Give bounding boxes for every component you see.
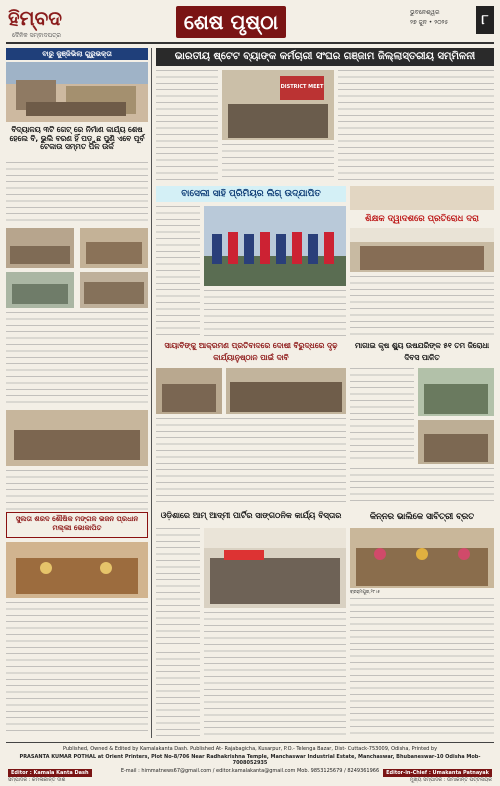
masthead (6, 4, 494, 44)
left-body-text-4 (6, 602, 148, 736)
story5-photo (204, 528, 346, 608)
story6-body (350, 598, 494, 738)
meeting-banner-text: DISTRICT MEET (280, 84, 324, 90)
top-story-headline: ଭାରତୀୟ ଷ୍ଟେଟ ବ୍ୟାଙ୍କ କର୍ମଚାରୀ ସଂଘର ଗଞ୍ଜାମ ଜିଲ୍ଲାସ୍ତରୀୟ ସମ୍ମିଳନୀ (156, 48, 494, 66)
left-headline: ବିଦ୍ୟାଳୟ ୩ଟି ଗେଟ୍ ରେ ନିର୍ମାଣ କାର୍ଯ୍ୟ ଶେଷ ହେଲେ ବି, ଭୁଲି ବରଣ ହିଁ ପଡ଼ୁଛ ପୁଣି ଏବେ ପୂର୍ବ ଟେକାଉ ସମ୍ମତ ପିଳ ଉର୍କ (9, 126, 145, 151)
left-photo-4 (6, 272, 74, 308)
story5-body-2 (204, 612, 346, 738)
right-top-photo (350, 186, 494, 210)
story3-body (156, 418, 346, 504)
story3-photo-1 (156, 368, 222, 414)
left-photo-7 (6, 542, 148, 598)
left-lower-headline: ସୁଲତା ଶରଦ ଶୌଷିକ ମଙ୍ଗଳ ଭଜନ ପ୍ରଧାନ ମଲ୍ଲୀ ଭୋକାପିତ (6, 512, 148, 538)
left-photo-6 (6, 410, 148, 466)
editor-in-chief-name: Editor-in-Chief : Umakanta Patnayak (383, 769, 492, 777)
story3-photo-2 (226, 368, 346, 414)
left-photo-3 (80, 228, 148, 268)
left-body-text (6, 162, 148, 226)
left-photo-5 (80, 272, 148, 308)
story6-photo (350, 528, 494, 588)
dateline-box (410, 8, 474, 28)
imprint-line-2: PRASANTA KUMAR POTHAL at Orient Printers, Plot No-8/706 Near Radhakrishna Temple, Manchaswar Industrial Estate, Manchaswar, Bhubaneswar-10 Odisha Mob-7008052935 (19, 754, 481, 766)
imprint-line-1: Published, Owned & Edited by Kamalakanta Dash. Published At- Rajabagicha, Kusarpur, P.O.- Telenga Bazar, Dist- Cuttack-753009, Odisha, Printed by (62, 746, 438, 752)
story4-body-2 (350, 468, 494, 504)
top-story-body (156, 70, 218, 182)
story4-body (350, 368, 414, 464)
left-body-text-3 (6, 470, 148, 510)
newspaper-logo: ହିମ୍ବଦ (8, 6, 63, 30)
left-photo-2 (6, 228, 74, 268)
issue-date: ୨୭ ଜୁନ • ୨୦୨୫ (410, 19, 449, 26)
story5-headline: ଓଡ଼ିଶାରେ ଆମ୍ ଆଦ୍‌ମୀ ପାର୍ଟିର ସାଙ୍ଗଠନିକ କାର୍ଯ୍ୟ ବିସ୍ତାର (160, 511, 342, 520)
story5-body-3 (156, 652, 200, 738)
top-story-photo (222, 70, 334, 140)
story4-photo-2 (418, 420, 494, 464)
right-story-headline: ଶିକ୍ଷକ ଦ୍ୱାଦଶରେ ପ୍ରତିରୋଧ ଦରା (365, 214, 479, 224)
editor-name-odia: ସମ୍ପାଦକ : କମଳାକାନ୍ତ ଦାଶ (8, 777, 66, 783)
editor-in-chief-name-odia: ମୁଖ୍ୟ ସମ୍ପାଦକ : ଉମାକାନ୍ତ ପଟ୍ଟନାୟକ (409, 777, 492, 783)
imprint-footer (6, 742, 494, 782)
story3-headline: ସାୟାବିଙ୍କୁ ଆକ୍ରମଣ ପ୍ରତିବାଦରେ ଦୋଷୀ ବିରୁଦ୍ଧରେ ଦୃଢ଼ କାର୍ଯ୍ୟାନୁଷ୍ଠାନ ପାଇଁ ଦାବି (164, 341, 338, 362)
story4-photo-1 (418, 368, 494, 416)
story2-body-2 (204, 290, 346, 336)
right-story-body (350, 276, 494, 336)
story2-headline: ବାସେଲୀ ସାହି ପ୍ରିମିୟର ଲିଗ୍ ଉଦ୍‌ଯାପିତ (156, 186, 346, 202)
story2-body (156, 206, 200, 336)
left-kicker: ବାରୁ କୁଞ୍ଜିଭିଲା ଗୁରୁଭକ୍ତା (6, 48, 148, 60)
story2-photo (204, 206, 346, 286)
story6-headline: କିନ୍ନର ଭାଲିକେ ସାବିତ୍ରୀ ବ୍ରତ (369, 511, 475, 521)
story5-body (156, 528, 200, 648)
right-story-photo (350, 228, 494, 272)
imprint-contact: E-mail : himmatnews67@gmail.com / editor.kamalakanta@gmail.com Mob. 9853125679 / 8249361966 (120, 768, 380, 774)
section-title: ଶେଷ ପୃଷ୍ଠା (176, 6, 286, 38)
story4-headline: ମାଗାଇ କୃଷ ଶ୍ୟୁ ଉଷଯରିଙ୍କ ୫୧ ତମ ଜିରୋଧା ଦିବସ ପାଳିତ (354, 341, 490, 362)
left-body-text-2 (6, 312, 148, 404)
page-number: ୮ (476, 6, 494, 34)
logo-subtitle: ଦୈନିକ ସମ୍ବାଦପତ୍ର (12, 32, 61, 39)
top-story-body-2 (222, 144, 334, 182)
column-divider (151, 48, 152, 738)
left-top-photo (6, 62, 148, 122)
editor-name: Editor : Kamala Kanta Dash (8, 769, 92, 777)
top-story-body-3 (338, 70, 494, 182)
edition-city: ଭୁବନେଶ୍ୱର (410, 9, 440, 16)
story6-dateline: ବ୍ରହ୍ମପୁର,୨୮।୫ (350, 590, 381, 595)
